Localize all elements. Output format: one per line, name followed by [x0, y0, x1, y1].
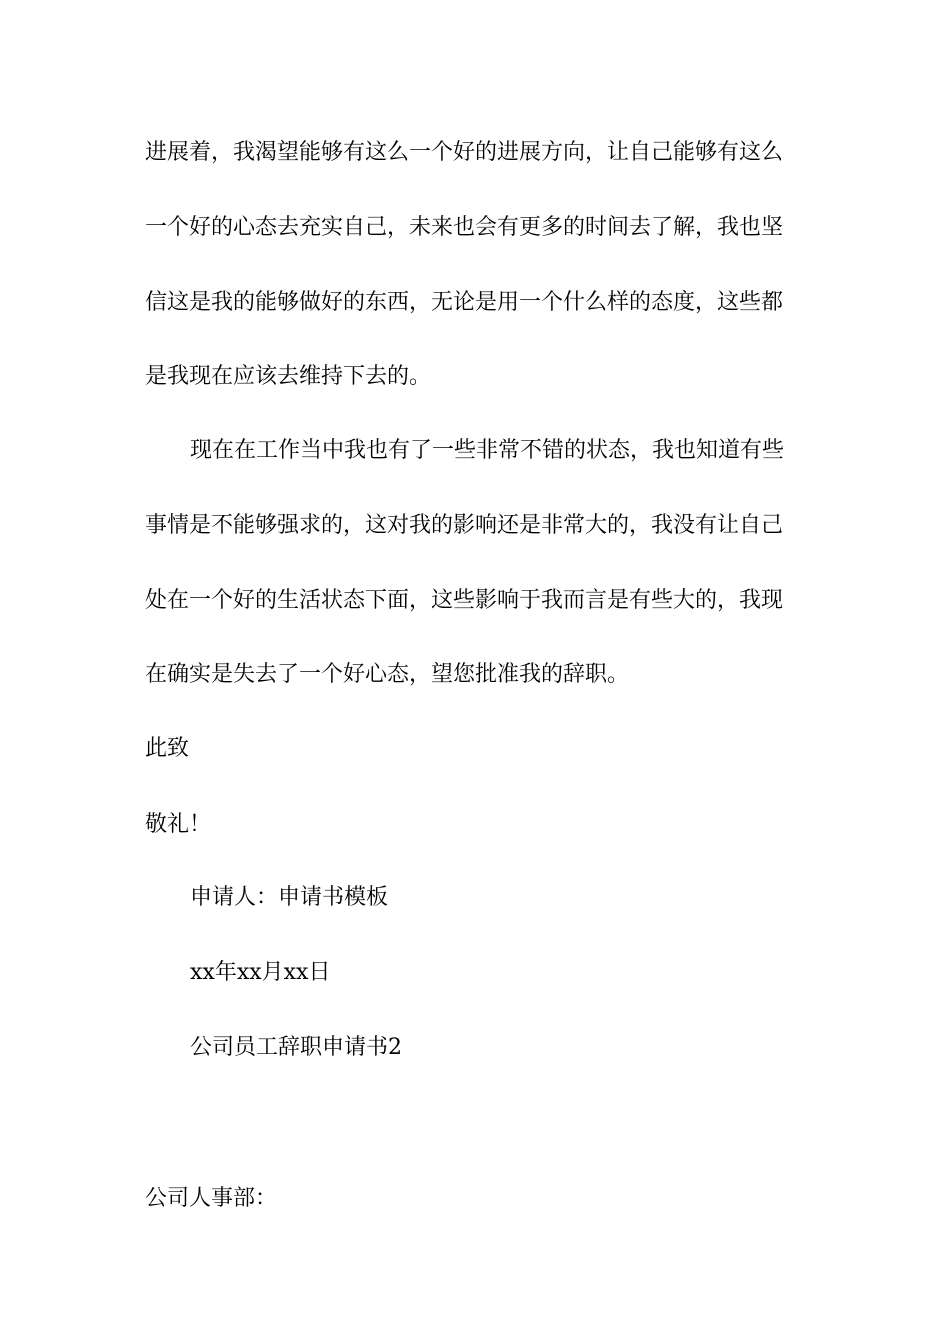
salutation-text: 敬礼！: [145, 812, 212, 837]
body-text-line: 一个好的心态去充实自己，未来也会有更多的时间去了解，我也坚: [145, 215, 784, 240]
body-text-line: 信这是我的能够做好的东西，无论是用一个什么样的态度，这些都: [145, 290, 784, 315]
body-text-line: 进展着，我渴望能够有这么一个好的进展方向，让自己能够有这么: [145, 140, 784, 165]
body-text-line: 是我现在应该去维持下去的。: [145, 364, 432, 389]
closing-text: 此致: [145, 736, 190, 761]
body-text-line: 在确实是失去了一个好心态，望您批准我的辞职。: [145, 662, 630, 687]
date-line: xx年xx月xx日: [190, 960, 331, 985]
body-text-line: 事情是不能够强求的，这对我的影响还是非常大的，我没有让自己: [145, 513, 784, 538]
addressee-line: 公司人事部：: [145, 1186, 278, 1211]
applicant-line: 申请人：申请书模板: [190, 885, 389, 910]
body-text-line: 处在一个好的生活状态下面，这些影响于我而言是有些大的，我现: [145, 588, 784, 613]
next-letter-title: 公司员工辞职申请书2: [190, 1035, 402, 1060]
body-text-line: 现在在工作当中我也有了一些非常不错的状态，我也知道有些: [190, 438, 785, 463]
